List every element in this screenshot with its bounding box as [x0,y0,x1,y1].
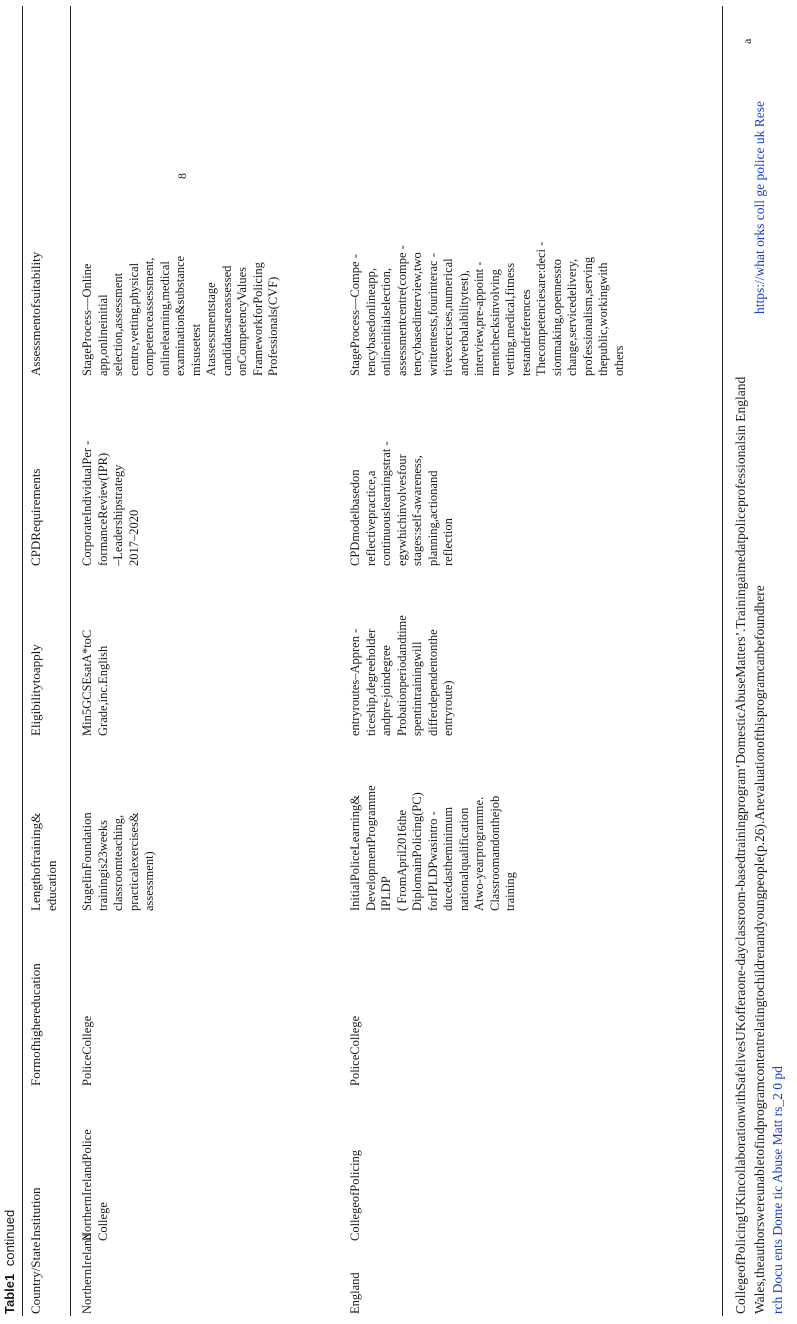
header-form: Formofhighereducation [28,963,43,1086]
stray-mark-8: 8 [175,173,189,179]
row2-institution: CollegeofPolicing [348,1150,362,1241]
row1-country: NorthernIreland [80,1233,94,1314]
row1-cpd: CorporateIndividualPer - formanceReview(IPR) –Leadershipstrategy 2017–2020 [80,440,141,566]
header-cpd: CPDRequirements [28,468,43,566]
header-eligibility: Eligibilitytoapply [28,644,43,736]
row1-length: StageIinFoundation trainingis23weeks classroomteaching, practicalexercises& assessment) [80,812,156,911]
footnote-link-part-2[interactable]: rch Docu ents Dome tic Abuse Matt rs_2 0 pd [770,1066,785,1314]
bottom-rule [722,6,723,1316]
row2-country: England [348,1272,362,1314]
table-caption-text: continued [2,1209,17,1267]
header-country: Country/State [28,1241,43,1314]
header-length: Lengthoftraining& education [28,812,59,911]
row1-eligibility: Min5GCSEsatA*toC Grade,inc.English [80,629,110,736]
row1-institution: NorthernIrelandPolice College [80,1129,110,1241]
row2-form: PoliceCollege [348,1015,362,1086]
footnote-line-1: CollegeofPolicingUKincollaborationwithSafelivesUKofferaone-dayclassroom-basedtrainingprogram‘DomesticAbuseMatters’.Trainingaimedatpoliceprofessionalsin England [733,376,748,1314]
header-assessment: Assessmentofsuitability [28,251,43,376]
row2-length: InitialPoliceLearning& DevelopmentProgramme IPLDP ( FromApril2016the DiplomainPolicing(PC) forIPLDPwasintro - ducedastheminimum nationalqualification Atwo-yearprogramme. Classroomandonthejob training [348,785,517,911]
table-caption [2,1210,17,1314]
row2-eligibility: entryroutes–Appren - ticeship,degreeholder andpre-joindegree Probationperiodandtime spentintrainingwill differdependentonthe entryroute) [348,615,455,736]
table-label: Table1 [2,1273,17,1314]
header-institution: Institution [28,1187,43,1241]
header-rule [70,6,71,1316]
row2-assessment: StageProcess—Compe - tencybasedonlineapp, onlineinitialselection, assessmentcentre(compe - tencybasedinterview,two writtentests,fourinterac - tiveexercises,numerical andverbalabilitytest), interview,pre-appoint - mentchecksinvolving vetting,medical,fitness testandreferences Thecompetenciesare:deci - sionmaking,opennessto change,servicedelivery, professionalism,serving thepublic,workingwith others [348,241,626,376]
row2-cpd: CPDmodelbasedon reflectivepractice,a continuouslearningstrat - egywhichinvolvesfour stages:self-awareness, planning,actionand reflection [348,441,455,566]
top-rule [22,6,23,1316]
row1-form: PoliceCollege [80,1015,94,1086]
footnote-mark-a: a [740,38,754,44]
footnote-line-2 [752,585,768,1314]
footnote-link-part-1[interactable]: https://what orks coll ge police uk Rese [752,101,767,314]
footnote-line-2-text: Wales,theauthorswereunabletofindprogramcontentrelatingtochildrenandyoungpeople(p.26).Anevaluationofthisprogramcanbefoundhere [752,585,767,1314]
row1-assessment: StageProcess—Online app,onlineinitial selection,assessment centre,vetting,physical competenceassessment, onlinelearning,medical examination&substance misusetest Atassessmentstage candidatesareassessed onCompetencyValues FrameworkforPolicing Professionals(CVF) [80,255,280,376]
